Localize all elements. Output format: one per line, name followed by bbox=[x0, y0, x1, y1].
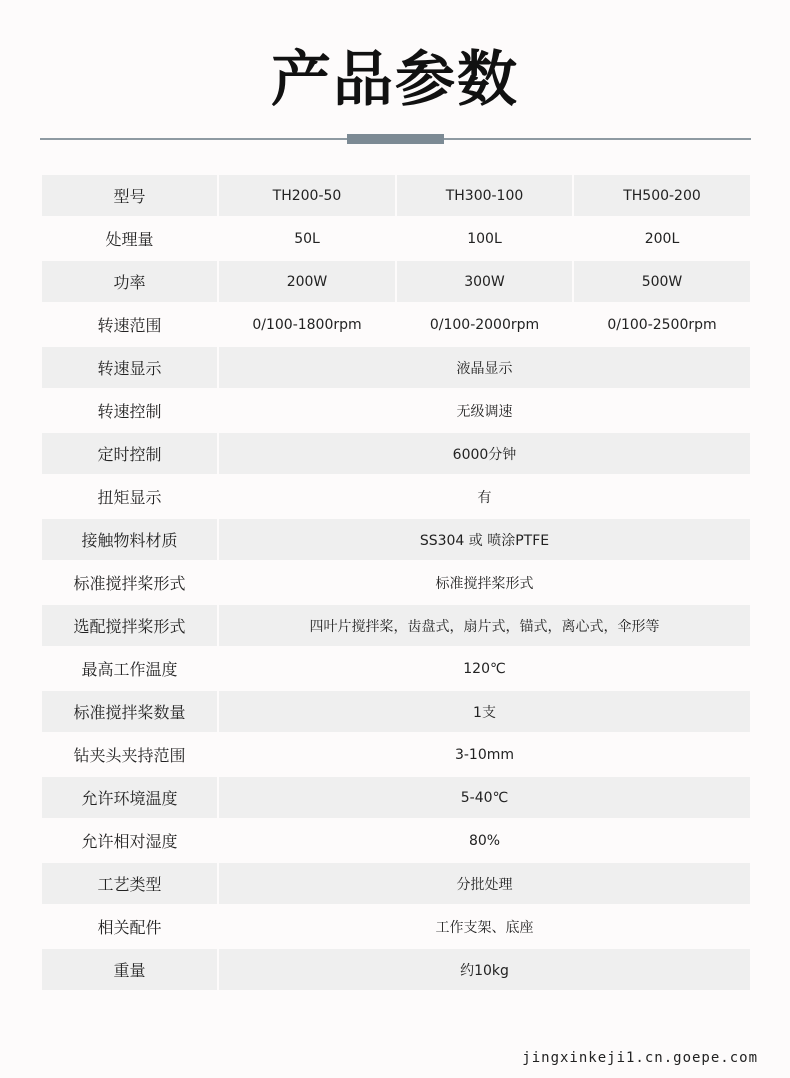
row-value: 200L bbox=[573, 217, 751, 260]
title-divider-accent bbox=[347, 134, 444, 144]
row-value: 标准搅拌桨形式 bbox=[218, 561, 751, 604]
table-row bbox=[41, 604, 751, 647]
row-value: 1支 bbox=[218, 690, 751, 733]
table-row bbox=[41, 174, 751, 217]
row-label: 允许相对湿度 bbox=[41, 819, 218, 862]
row-value: 0/100-1800rpm bbox=[218, 303, 396, 346]
row-label: 重量 bbox=[41, 948, 218, 991]
row-value: 0/100-2000rpm bbox=[396, 303, 573, 346]
row-value: 约10kg bbox=[218, 948, 751, 991]
spec-table-body bbox=[41, 174, 751, 991]
row-value: 3-10mm bbox=[218, 733, 751, 776]
table-row bbox=[41, 862, 751, 905]
row-label: 型号 bbox=[41, 174, 218, 217]
table-row bbox=[41, 819, 751, 862]
row-label: 扭矩显示 bbox=[41, 475, 218, 518]
row-label: 选配搅拌桨形式 bbox=[41, 604, 218, 647]
row-value: SS304 或 喷涂PTFE bbox=[218, 518, 751, 561]
row-value: 50L bbox=[218, 217, 396, 260]
row-label: 最高工作温度 bbox=[41, 647, 218, 690]
row-label: 功率 bbox=[41, 260, 218, 303]
table-row bbox=[41, 948, 751, 991]
row-value: TH500-200 bbox=[573, 174, 751, 217]
row-value: 液晶显示 bbox=[218, 346, 751, 389]
row-label: 标准搅拌桨数量 bbox=[41, 690, 218, 733]
row-value: 四叶片搅拌桨，齿盘式，扇片式，锚式，离心式，伞形等 bbox=[218, 604, 751, 647]
row-value: 300W bbox=[396, 260, 573, 303]
row-label: 定时控制 bbox=[41, 432, 218, 475]
row-label: 钻夹头夹持范围 bbox=[41, 733, 218, 776]
row-label: 工艺类型 bbox=[41, 862, 218, 905]
table-row bbox=[41, 260, 751, 303]
row-value: 100L bbox=[396, 217, 573, 260]
row-value: 分批处理 bbox=[218, 862, 751, 905]
row-label: 处理量 bbox=[41, 217, 218, 260]
table-row bbox=[41, 389, 751, 432]
table-row bbox=[41, 733, 751, 776]
row-value: 有 bbox=[218, 475, 751, 518]
table-row bbox=[41, 475, 751, 518]
table-row bbox=[41, 905, 751, 948]
row-label: 转速范围 bbox=[41, 303, 218, 346]
row-label: 相关配件 bbox=[41, 905, 218, 948]
table-row bbox=[41, 303, 751, 346]
table-row bbox=[41, 217, 751, 260]
row-label: 接触物料材质 bbox=[41, 518, 218, 561]
page-title: 产品参数 bbox=[271, 45, 519, 115]
row-value: 工作支架、底座 bbox=[218, 905, 751, 948]
row-value: TH200-50 bbox=[218, 174, 396, 217]
row-value: 200W bbox=[218, 260, 396, 303]
table-row bbox=[41, 432, 751, 475]
footer-watermark: jingxinkeji1.cn.goepe.com bbox=[522, 1050, 758, 1066]
row-label: 允许环境温度 bbox=[41, 776, 218, 819]
row-value: 0/100-2500rpm bbox=[573, 303, 751, 346]
row-value: 120℃ bbox=[218, 647, 751, 690]
row-value: 无级调速 bbox=[218, 389, 751, 432]
row-label: 转速显示 bbox=[41, 346, 218, 389]
row-value: 5-40℃ bbox=[218, 776, 751, 819]
row-label: 转速控制 bbox=[41, 389, 218, 432]
table-row bbox=[41, 518, 751, 561]
row-value: 500W bbox=[573, 260, 751, 303]
row-value: 6000分钟 bbox=[218, 432, 751, 475]
table-row bbox=[41, 561, 751, 604]
row-value: 80% bbox=[218, 819, 751, 862]
row-value: TH300-100 bbox=[396, 174, 573, 217]
spec-table bbox=[40, 173, 752, 992]
table-row bbox=[41, 647, 751, 690]
table-row bbox=[41, 346, 751, 389]
table-row bbox=[41, 690, 751, 733]
table-row bbox=[41, 776, 751, 819]
row-label: 标准搅拌桨形式 bbox=[41, 561, 218, 604]
